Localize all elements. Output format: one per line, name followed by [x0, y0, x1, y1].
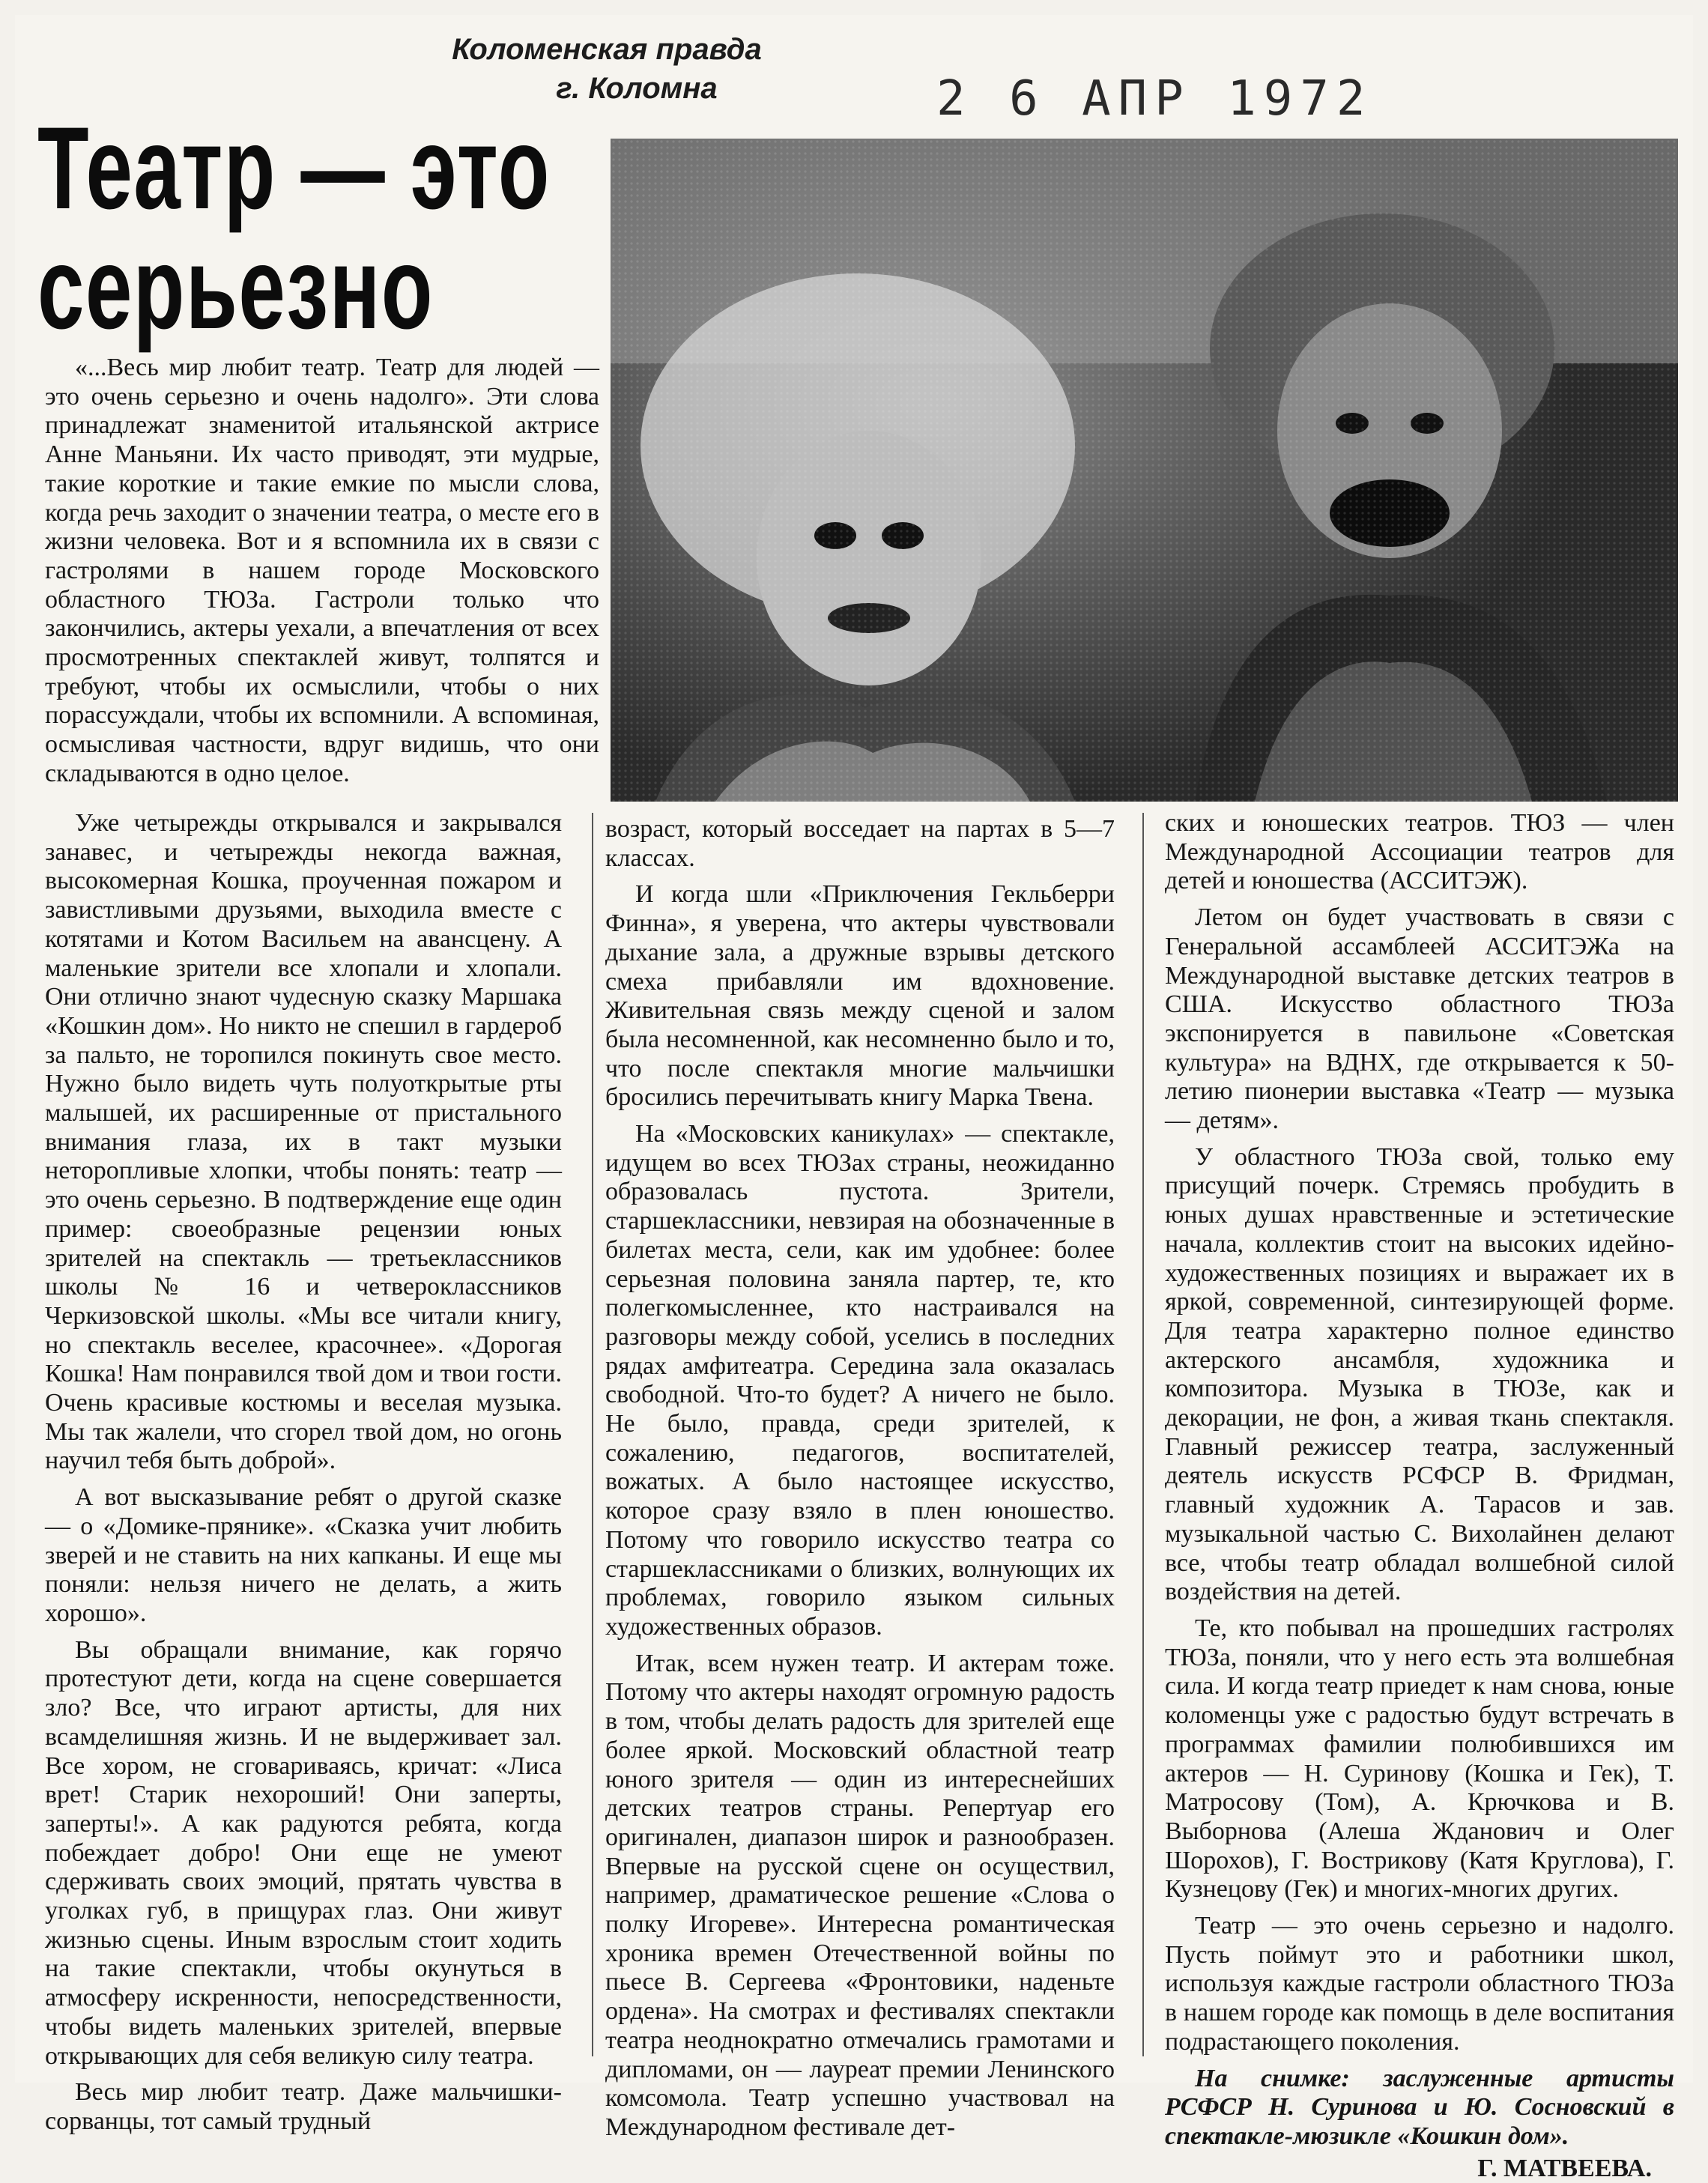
- paragraph: На «Московских каникулах» — спектакле, идущем во всех ТЮЗах страны, неожиданно образовалась пустота. Зрители, старшеклассники, невзирая на обозначенные в билетах места, сели, как им удобнее: более серьезная половина заняла партер, те, кто полегкомысленнее, кто настраивался на разговоры между собой, уселись в последних рядах амфитеатра. Середина зала оказалась свободной. Что-то будет? А ничего не было. Не было, правда, среди зрителей, к сожалению, педагогов, воспитателей, вожатых. А было настоящее искусство, которое сразу взяло в плен юношество. Потому что говорило искусство театра со старшеклассниками о близких, волнующих их проблемах, говорило языком сильных художественных образов.: [605, 1120, 1115, 1641]
- newspaper-name: Коломенская правда: [452, 33, 762, 66]
- paragraph: Весь мир любит театр. Даже мальчишки-сорванцы, тот самый трудный: [45, 2078, 562, 2135]
- article-photo: [611, 139, 1678, 802]
- paragraph: А вот высказывание ребят о другой сказке — о «Домике-прянике». «Сказка учит любить зверей и не ставить на них капканы. И еще мы поняли: нельзя ничего не делать, а жить хорошо».: [45, 1483, 562, 1627]
- paragraph: «...Весь мир любит театр. Театр для людей — это очень серьезно и очень надолго». Эти слова принадлежат знаменитой итальянской актрисе Анне Маньяни. Их часто приводят, эти мудрые, такие короткие и такие емкие по мысли слова, когда речь заходит о значении театра, о месте его в жизни человека. Вот и я вспомнила их в связи с гастролями в нашем городе Московского областного ТЮЗа. Гастроли только что закончились, актеры уехали, а впечатления от всех просмотренных спектаклей живут, толпятся и требуют, чтобы их осмыслили, чтобы о них порассуждали, чтобы их вспомнили. А вспоминая, осмысливая частности, вдруг видишь, что они складываются в одно целое.: [45, 354, 599, 787]
- photo-halftone: [611, 139, 1678, 802]
- column-divider: [592, 813, 593, 2056]
- date-stamp: 2 6 АПР 1972: [936, 71, 1373, 127]
- paragraph: Итак, всем нужен театр. И актерам тоже. Потому что актеры находят огромную радость в том, чтобы делать радость для зрителей еще более яркой. Московский областной театр юного зрителя — один из интереснейших детских театров страны. Репертуар его оригинален, диапазон широк и разнообразен. Впервые на русской сцене он осуществил, например, драматическое решение «Слова о полку Игореве». Интересна романтическая хроника времен Отечественной войны по пьесе В. Сергеева «Фронтовики, наденьте ордена». На смотрах и фестивалях спектакли театра неоднократно отмечались грамотами и дипломами, он — лауреат премии Ленинского комсомола. Театр успешно участвовал на Международном фестивале дет-: [605, 1649, 1115, 2141]
- column-1: [45, 809, 562, 2137]
- column-divider: [1142, 813, 1144, 2056]
- article-author: Г. МАТВЕЕВА.: [1477, 2154, 1652, 2182]
- masthead: [449, 30, 764, 108]
- paragraph: Те, кто побывал на прошедших гастролях ТЮЗа, поняли, что у него есть эта волшебная сила. И когда театр приедет к нам снова, юные коломенцы уже с радостью будут встречать в программах фамилии полюбившихся им актеров — Н. Суринову (Кошка и Гек), Т. Матросову (Том), А. Крючкова и В. Выборнова (Алеша Жданович и Олег Шорохов), Г. Вострикову (Катя Круглова), Г. Кузнецову (Гек) и многих-многих других.: [1165, 1614, 1674, 1904]
- column-3: [1165, 809, 1674, 2183]
- paragraph: Театр — это очень серьезно и надолго. Пусть поймут это и работники школ, используя каждые гастроли областного ТЮЗа в нашем городе как помощь в деле воспитания подрастающего поколения.: [1165, 1912, 1674, 2056]
- column-2: [605, 815, 1115, 2143]
- newspaper-city: г. Коломна: [556, 72, 718, 105]
- photo-caption: На снимке: заслуженные артисты РСФСР Н. Суринова и Ю. Сосновский в спектакле-мюзикле «Кошкин дом».: [1165, 2064, 1674, 2150]
- column-1-intro: [45, 354, 599, 789]
- headline: [37, 103, 551, 354]
- paragraph: Вы обращали внимание, как горячо протестуют дети, когда на сцене совершается зло? Все, что играют артисты, для них всамделишняя жизнь. И не выдерживает зал. Все хором, не сговариваясь, кричат: «Лиса врет! Старик нехороший! Они заперты, заперты!». А как радуются ребята, когда побеждает добро! Они еще не умеют сдерживать своих эмоций, прятать чувства в уголках губ, в прищурах глаз. Они живут жизнью сцены. Иным взрослым стоит ходить на такие спектакли, чтобы окунуться в атмосферу искренности, непосредственности, чтобы видеть маленьких зрителей, впервые открывающих для себя великую силу театра.: [45, 1635, 562, 2070]
- paragraph: возраст, который восседает на партах в 5—7 классах.: [605, 815, 1115, 872]
- paragraph: Уже четырежды открывался и закрывался занавес, и четырежды некогда важная, высокомерная Кошка, проученная пожаром и завистливыми друзьями, выходила вместе с котятами и Котом Васильем на авансцену. А маленькие зрители все хлопали и хлопали. Они отлично знают чудесную сказку Маршака «Кошкин дом». Но никто не спешил в гардероб за пальто, не торопился покинуть свое место. Нужно было видеть чуть полуоткрытые рты малышей, их расширенные от пристального внимания глаза, их в такт музыки неторопливые хлопки, чтобы понять: театр — это очень серьезно. В подтверждение еще один пример: своеобразные рецензии юных зрителей на спектакль — третьеклассников школы № 16 и четвероклассников Черкизовской школы. «Мы все читали книгу, но спектакль веселее, красочнее». «Дорогая Кошка! Нам понравился твой дом и твои гости. Очень красивые костюмы и веселая музыка. Мы так жалели, что сгорел твой дом, но огонь научил тебя быть доброй».: [45, 809, 562, 1475]
- headline-line-1: Театр — это: [37, 103, 551, 234]
- paragraph: Летом он будет участвовать в связи с Генеральной ассамблеей АССИТЭЖа на Международной выставке детских театров в США. Искусство областного ТЮЗа экспонируется в павильоне «Советская культура» на ВДНХ, где открывается к 50-летию пионерии выставка «Театр — музыка — детям».: [1165, 903, 1674, 1135]
- paragraph: И когда шли «Приключения Гекльберри Финна», я уверена, что актеры чувствовали дыхание зала, а дружные взрывы детского смеха прибавляли им вдохновение. Живительная связь между сценой и залом была несомненной, как несомненно было и то, что после спектакля многие мальчишки бросились перечитывать книгу Марка Твена.: [605, 880, 1115, 1112]
- paragraph: ских и юношеских театров. ТЮЗ — член Международной Ассоциации театров для детей и юношества (АССИТЭЖ).: [1165, 809, 1674, 895]
- paragraph: У областного ТЮЗа свой, только ему присущий почерк. Стремясь пробудить в юных душах нравственные и эстетические начала, коллектив стоит на высоких идейно-художественных позициях и выражает их в яркой, современной, синтезирующей форме. Для театра характерно полное единство актерского ансамбля, художника и композитора. Музыка в ТЮЗе, как и декорации, не фон, а живая ткань спектакля. Главный режиссер театра, заслуженный деятель искусств РСФСР В. Фридман, главный художник А. Тарасов и зав. музыкальной частью С. Вихолайнен делают все, чтобы театр обладал волшебной силой воздействия на детей.: [1165, 1142, 1674, 1606]
- headline-line-2: серьезно: [37, 223, 434, 354]
